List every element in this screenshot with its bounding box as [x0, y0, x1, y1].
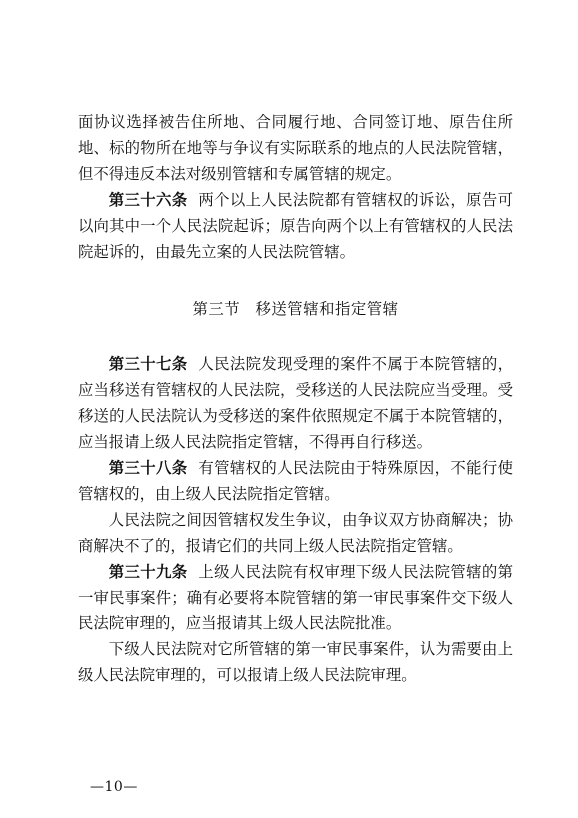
paragraph-p-37 [78, 352, 513, 456]
paragraph-text: 人民法院之间因管辖权发生争议，由争议双方协商解决；协商解决不了的，报请它们的共同上级人民法院指定管辖。 [78, 510, 513, 555]
section-heading [78, 297, 513, 323]
page-number: —10— [90, 779, 138, 795]
paragraph-text: 下级人民法院对它所管辖的第一审民事案件，认为需要由上级人民法院审理的，可以报请上级人民法院审理。 [78, 640, 513, 685]
section-number: 第三节 [192, 300, 241, 319]
paragraph-group-top [78, 110, 513, 265]
document-body [78, 110, 513, 689]
paragraph-p-38 [78, 456, 513, 508]
paragraph-text: 有管辖权的人民法院由于特殊原因，不能行使管辖权的，由上级人民法院指定管辖。 [78, 458, 513, 503]
paragraph-text: 人民法院发现受理的案件不属于本院管辖的，应当移送有管辖权的人民法院，受移送的人民法院应当受理。受移送的人民法院认为受移送的案件依照规定不属于本院管辖的，应当报请上级人民法院指定管辖，不得再自行移送。 [78, 355, 513, 452]
section-title-text: 移送管辖和指定管辖 [255, 300, 399, 319]
article-number: 第三十八条 [108, 458, 188, 477]
paragraph-group-bottom [78, 352, 513, 689]
paragraph-p-39-2 [78, 637, 513, 689]
paragraph-text: 两个以上人民法院都有管辖权的诉讼，原告可以向其中一个人民法院起诉；原告向两个以上有管辖权的人民法院起诉的，由最先立案的人民法院管辖。 [78, 190, 513, 261]
paragraph-text: 上级人民法院有权审理下级人民法院管辖的第一审民事案件；确有必要将本院管辖的第一审民事案件交下级人民法院审理的，应当报请其上级人民法院批准。 [78, 562, 513, 633]
paragraph-p-36 [78, 188, 513, 266]
paragraph-p-39 [78, 560, 513, 638]
article-number: 第三十九条 [108, 562, 188, 581]
article-number: 第三十六条 [108, 190, 188, 209]
paragraph-p-38-2 [78, 508, 513, 560]
paragraph-text: 面协议选择被告住所地、合同履行地、合同签订地、原告住所地、标的物所在地等与争议有实际联系的地点的人民法院管辖，但不得违反本法对级别管辖和专属管辖的规定。 [78, 113, 513, 183]
article-number: 第三十七条 [108, 355, 188, 374]
paragraph-p-cont [78, 110, 513, 188]
